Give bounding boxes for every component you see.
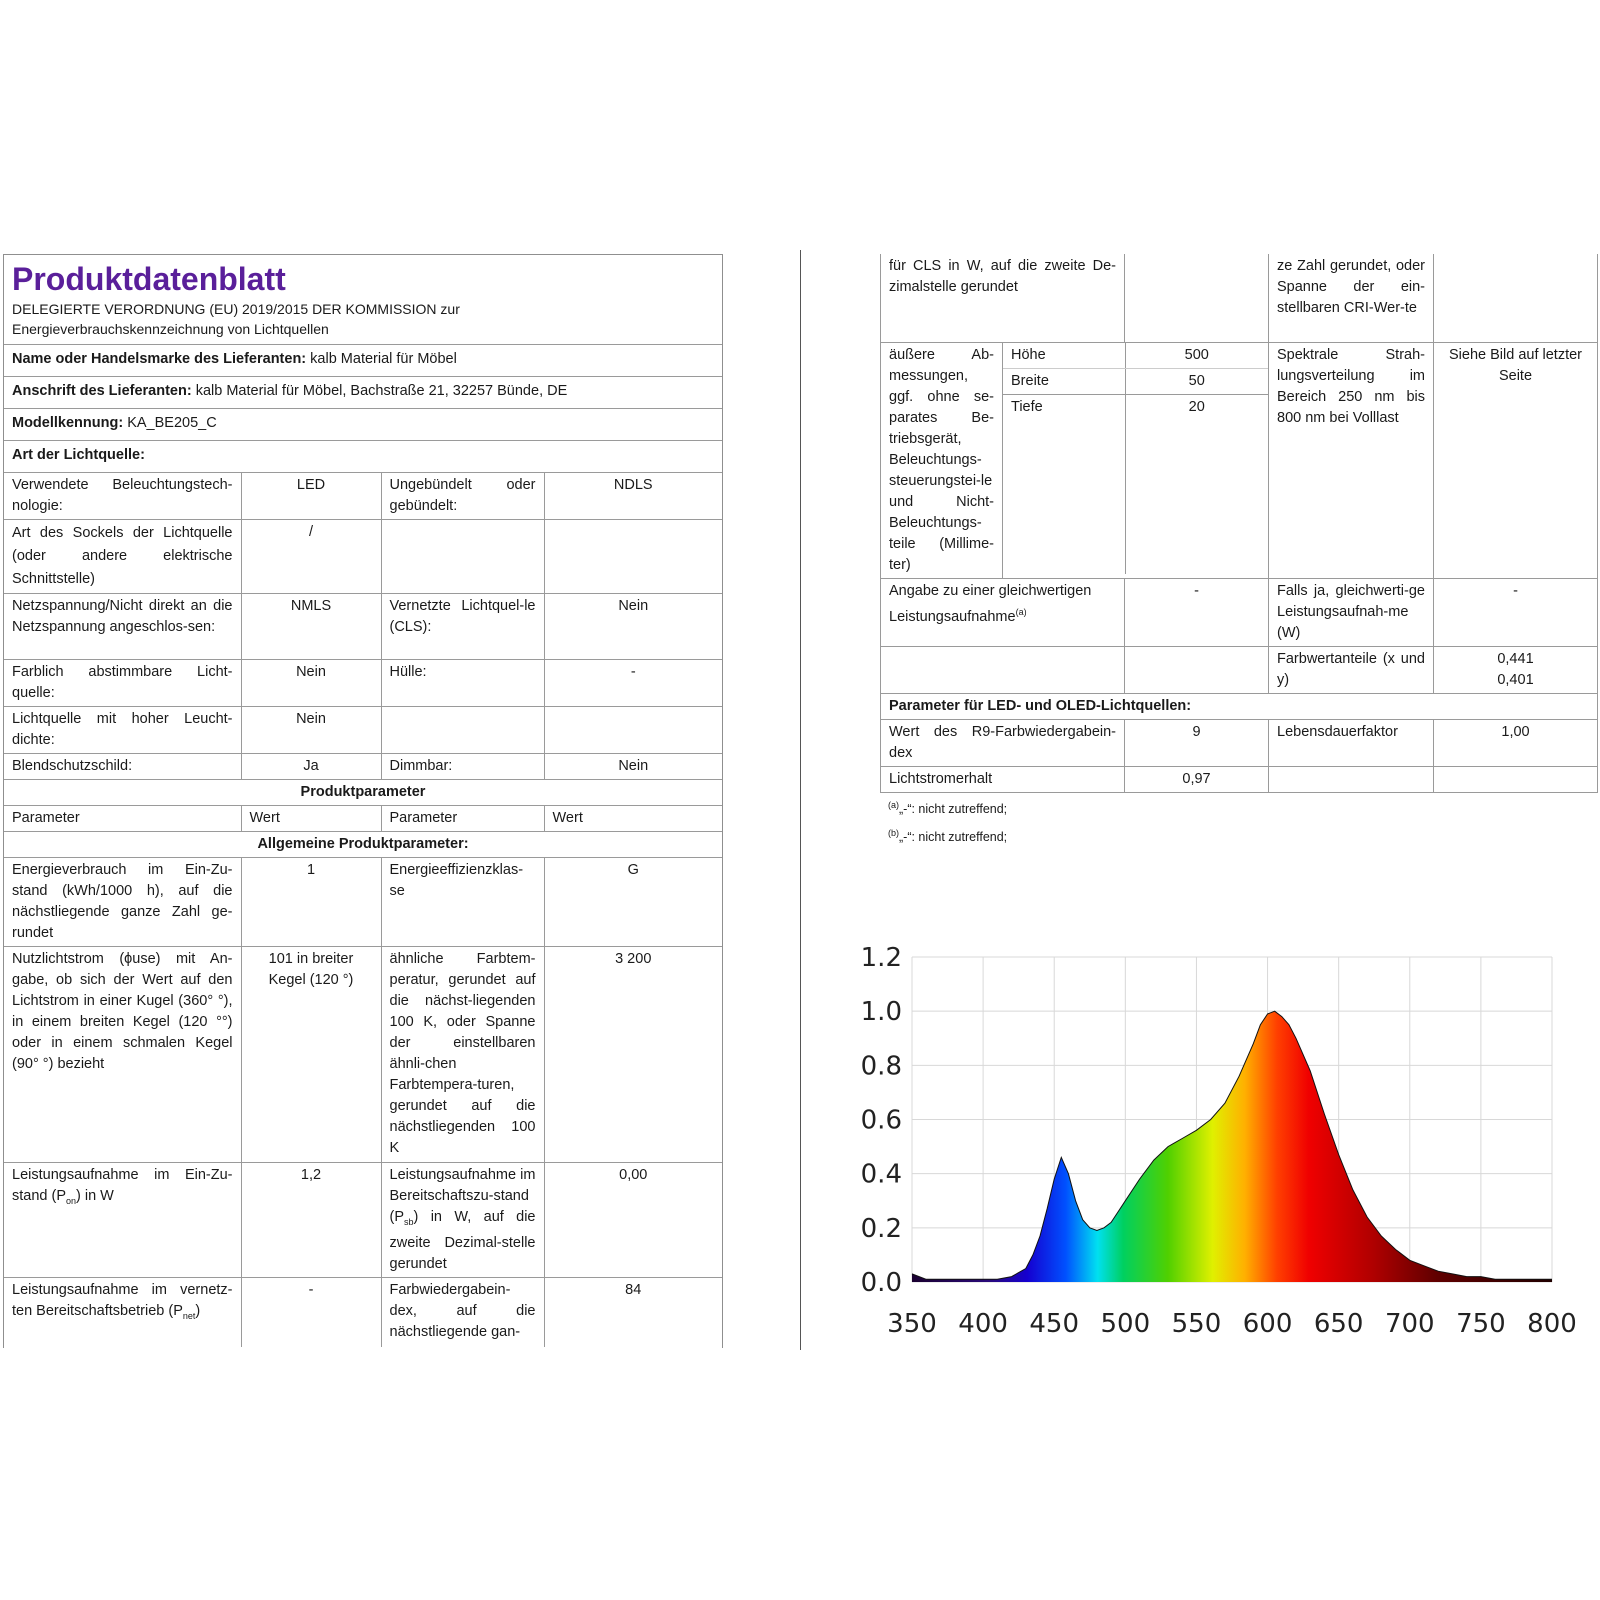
value-cell: - (241, 1277, 381, 1347)
param-cell (1269, 766, 1434, 792)
param-cell: Farbwertanteile (x und y) (1269, 646, 1434, 693)
supplier-address-label: Anschrift des Lieferanten: (12, 383, 192, 399)
dimensions-row (881, 342, 1598, 578)
value-cell: 1 (241, 858, 381, 947)
param-cell: Farblich abstimmbare Licht-quelle: (4, 660, 241, 707)
value-cell: 9 (1125, 719, 1269, 766)
table-row (4, 594, 722, 660)
param-cell: Nutzlichtstrom (ϕuse) mit An-gabe, ob sich der Wert auf den Lichtstrom in einer Kugel (360° °), in einem breiten Kegel (120 °°) oder in einem schmalen Kegel (90° °) bezieht (4, 947, 241, 1163)
col-header-param: Parameter (381, 806, 544, 832)
y-tick-label: 0.4 (860, 1159, 902, 1190)
value-cell: LED (241, 473, 381, 520)
supplier-address-value: kalb Material für Möbel, Bachstraße 21, 32257 Bünde, DE (195, 383, 568, 399)
dimensions-label: äußere Ab-messungen, ggf. ohne se-parates Be-triebsgerät, Beleuchtungs-steuerungstei-le und Nicht-Beleuchtungs-teile (Millime-ter) (881, 342, 1003, 578)
value-cell: 0,97 (1125, 766, 1269, 792)
x-tick-label: 500 (1100, 1309, 1151, 1339)
x-tick-label: 450 (1029, 1309, 1080, 1339)
param-cell: Energieverbrauch im Ein-Zu-stand (kWh/1000 h), auf die nächstliegende ganze Zahl ge-rundet (4, 858, 241, 947)
value-cell: NMLS (241, 594, 381, 660)
param-cell (881, 646, 1125, 693)
param-cell: Blendschutzschild: (4, 754, 241, 780)
value-cell: G (544, 858, 722, 947)
param-cell: Vernetzte Lichtquel-le (CLS): (381, 594, 544, 660)
general-params-heading: Allgemeine Produktparameter: (4, 832, 722, 858)
table-row (4, 473, 722, 520)
param-cell: Verwendete Beleuchtungstech-nologie: (4, 473, 241, 520)
left-page (3, 254, 723, 1348)
dim-width-label: Breite (1003, 368, 1125, 394)
regulation-line-2: Energieverbrauchskennzeichnung von Lichtquellen (12, 321, 329, 337)
x-tick-label: 350 (887, 1309, 937, 1339)
dimensions-subtable (1003, 342, 1269, 578)
model-label: Modellkennung: (12, 415, 124, 431)
spectrum-area (912, 1011, 1552, 1282)
param-cell: Leistungsaufnahme im Ein-Zu-stand $(P_{on})$ in W (4, 1163, 241, 1278)
chroma-x-value: 0,441 (1497, 650, 1534, 667)
value-cell: Nein (544, 754, 722, 780)
dim-depth-label: Tiefe (1011, 398, 1043, 415)
page-title: Produktdatenblatt (12, 261, 286, 297)
dim-height-label: Höhe (1003, 343, 1125, 369)
table-row (4, 1163, 722, 1278)
dim-depth-value: 20 (1125, 394, 1268, 574)
param-cell: Dimmbar: (381, 754, 544, 780)
param-cell: Energieeffizienzklas-se (381, 858, 544, 947)
param-cell: Leistungsaufnahme im Bereitschaftszu-stand $(P_{sb})$ in W, auf die zweite Dezimal-stelle gerundet (381, 1163, 544, 1278)
table-row (881, 254, 1598, 342)
param-cell: Spektrale Strah-lungsverteilung im Bereich 250 nm bis 800 nm bei Volllast (1269, 342, 1434, 578)
model-value: KA_BE205_C (127, 415, 217, 431)
value-cell: Nein (241, 660, 381, 707)
x-tick-label: 700 (1384, 1309, 1435, 1339)
supplier-name-label: Name oder Handelsmarke des Lieferanten: (12, 351, 307, 367)
param-cell: Leistungsaufnahme im vernetz-ten Bereitschaftsbetrieb $(P_{net})$ (4, 1277, 241, 1347)
param-cell: für CLS in W, auf die zweite De-zimalstelle gerundet (881, 254, 1125, 342)
param-cell: Ungebündelt oder gebündelt: (381, 473, 544, 520)
regulation-line-1: DELEGIERTE VERORDNUNG (EU) 2019/2015 DER KOMMISSION zur (12, 301, 460, 317)
value-cell: Nein (544, 594, 722, 660)
dim-width-value: 50 (1125, 368, 1268, 394)
value-cell: 1,00 (1434, 719, 1598, 766)
right-page (880, 254, 1598, 844)
table-row (881, 766, 1598, 792)
header-table (4, 255, 722, 1347)
value-cell: Siehe Bild auf letzter Seite (1434, 342, 1598, 578)
product-params-heading: Produktparameter (4, 780, 722, 806)
value-cell (1434, 646, 1598, 693)
value-cell: Nein (241, 707, 381, 754)
y-tick-label: 0.6 (860, 1105, 902, 1136)
table-row (4, 754, 722, 780)
param-cell: Wert des R9-Farbwiedergabein-dex (881, 719, 1125, 766)
value-cell: - (1125, 578, 1269, 646)
table-row (881, 578, 1598, 646)
light-source-type-label: Art der Lichtquelle: (12, 447, 145, 463)
footnotes (880, 793, 1598, 849)
table-row (4, 660, 722, 707)
value-cell: - (544, 660, 722, 707)
param-cell (381, 520, 544, 594)
value-cell: 101 in breiter Kegel (120 °) (241, 947, 381, 1163)
param-cell: Angabe zu einer gleichwertigen Leistungsaufnahme$^{(a)}$ (881, 578, 1125, 646)
value-cell (544, 520, 722, 594)
value-cell (1125, 646, 1269, 693)
x-tick-label: 650 (1313, 1309, 1364, 1339)
y-tick-label: 1.0 (860, 997, 902, 1028)
chroma-y-value: 0,401 (1497, 671, 1534, 688)
table-row (4, 1277, 722, 1347)
param-cell: Lichtquelle mit hoher Leucht-dichte: (4, 707, 241, 754)
y-tick-label: 0.2 (860, 1213, 902, 1244)
led-heading-row (881, 693, 1598, 719)
param-cell: Art des Sockels der Lichtquelle (oder andere elektrische Schnittstelle) (4, 520, 241, 594)
param-cell: Netzspannung/Nicht direkt an die Netzspannung angeschlos-sen: (4, 594, 241, 660)
param-cell: ze Zahl gerundet, oder Spanne der ein-stellbaren CRI-Wer-te (1269, 254, 1434, 342)
spectral-distribution-chart (855, 945, 1595, 1365)
x-tick-label: 600 (1242, 1309, 1293, 1339)
footnote-b: $^{(b)}$„-“: nicht zutreffend; (888, 827, 1008, 844)
value-cell: 0,00 (544, 1163, 722, 1278)
param-cell: ähnliche Farbtem-peratur, gerundet auf die nächst-liegenden 100 K, oder Spanne der einstellbaren ähnli-chen Farbtempera-turen, gerundet auf die nächstliegenden 100 K (381, 947, 544, 1163)
y-tick-label: 0.8 (860, 1051, 902, 1082)
table-row (4, 520, 722, 594)
table-row (4, 707, 722, 754)
value-cell: NDLS (544, 473, 722, 520)
x-tick-label: 800 (1527, 1309, 1577, 1339)
footnote-a: $^{(a)}$„-“: nicht zutreffend; (888, 799, 1008, 816)
value-cell (1434, 254, 1598, 342)
col-header-param: Parameter (4, 806, 241, 832)
column-header-row (4, 806, 722, 832)
value-cell: / (241, 520, 381, 594)
dim-height-value: 500 (1125, 343, 1268, 369)
col-header-value: Wert (544, 806, 722, 832)
value-cell: Ja (241, 754, 381, 780)
value-cell: 84 (544, 1277, 722, 1347)
param-cell (381, 707, 544, 754)
y-tick-label: 0.0 (860, 1268, 902, 1298)
value-cell: 3 200 (544, 947, 722, 1163)
value-cell: - (1434, 578, 1598, 646)
table-row (4, 947, 722, 1163)
param-cell: Hülle: (381, 660, 544, 707)
led-params-heading: Parameter für LED- und OLED-Lichtquellen: (881, 693, 1598, 719)
x-tick-label: 550 (1171, 1309, 1222, 1339)
x-tick-labels (887, 1309, 1577, 1339)
table-row (4, 858, 722, 947)
value-cell (1434, 766, 1598, 792)
param-cell: Farbwiedergabein-dex, auf die nächstliegende gan- (381, 1277, 544, 1347)
y-tick-labels (861, 945, 902, 1298)
x-tick-label: 750 (1456, 1309, 1506, 1339)
col-header-value: Wert (241, 806, 381, 832)
y-tick-label: 1.2 (860, 945, 902, 973)
param-cell: Lebensdauerfaktor (1269, 719, 1434, 766)
continued-table (880, 254, 1598, 793)
value-cell (544, 707, 722, 754)
table-row (881, 719, 1598, 766)
value-cell (1125, 254, 1269, 342)
supplier-name-value: kalb Material für Möbel (310, 351, 457, 367)
page-separator (800, 250, 801, 1350)
x-tick-label: 400 (958, 1309, 1008, 1339)
value-cell: 1,2 (241, 1163, 381, 1278)
param-cell: Falls ja, gleichwerti-ge Leistungsaufnah-me (W) (1269, 578, 1434, 646)
param-cell: Lichtstromerhalt (881, 766, 1125, 792)
table-row (881, 646, 1598, 693)
